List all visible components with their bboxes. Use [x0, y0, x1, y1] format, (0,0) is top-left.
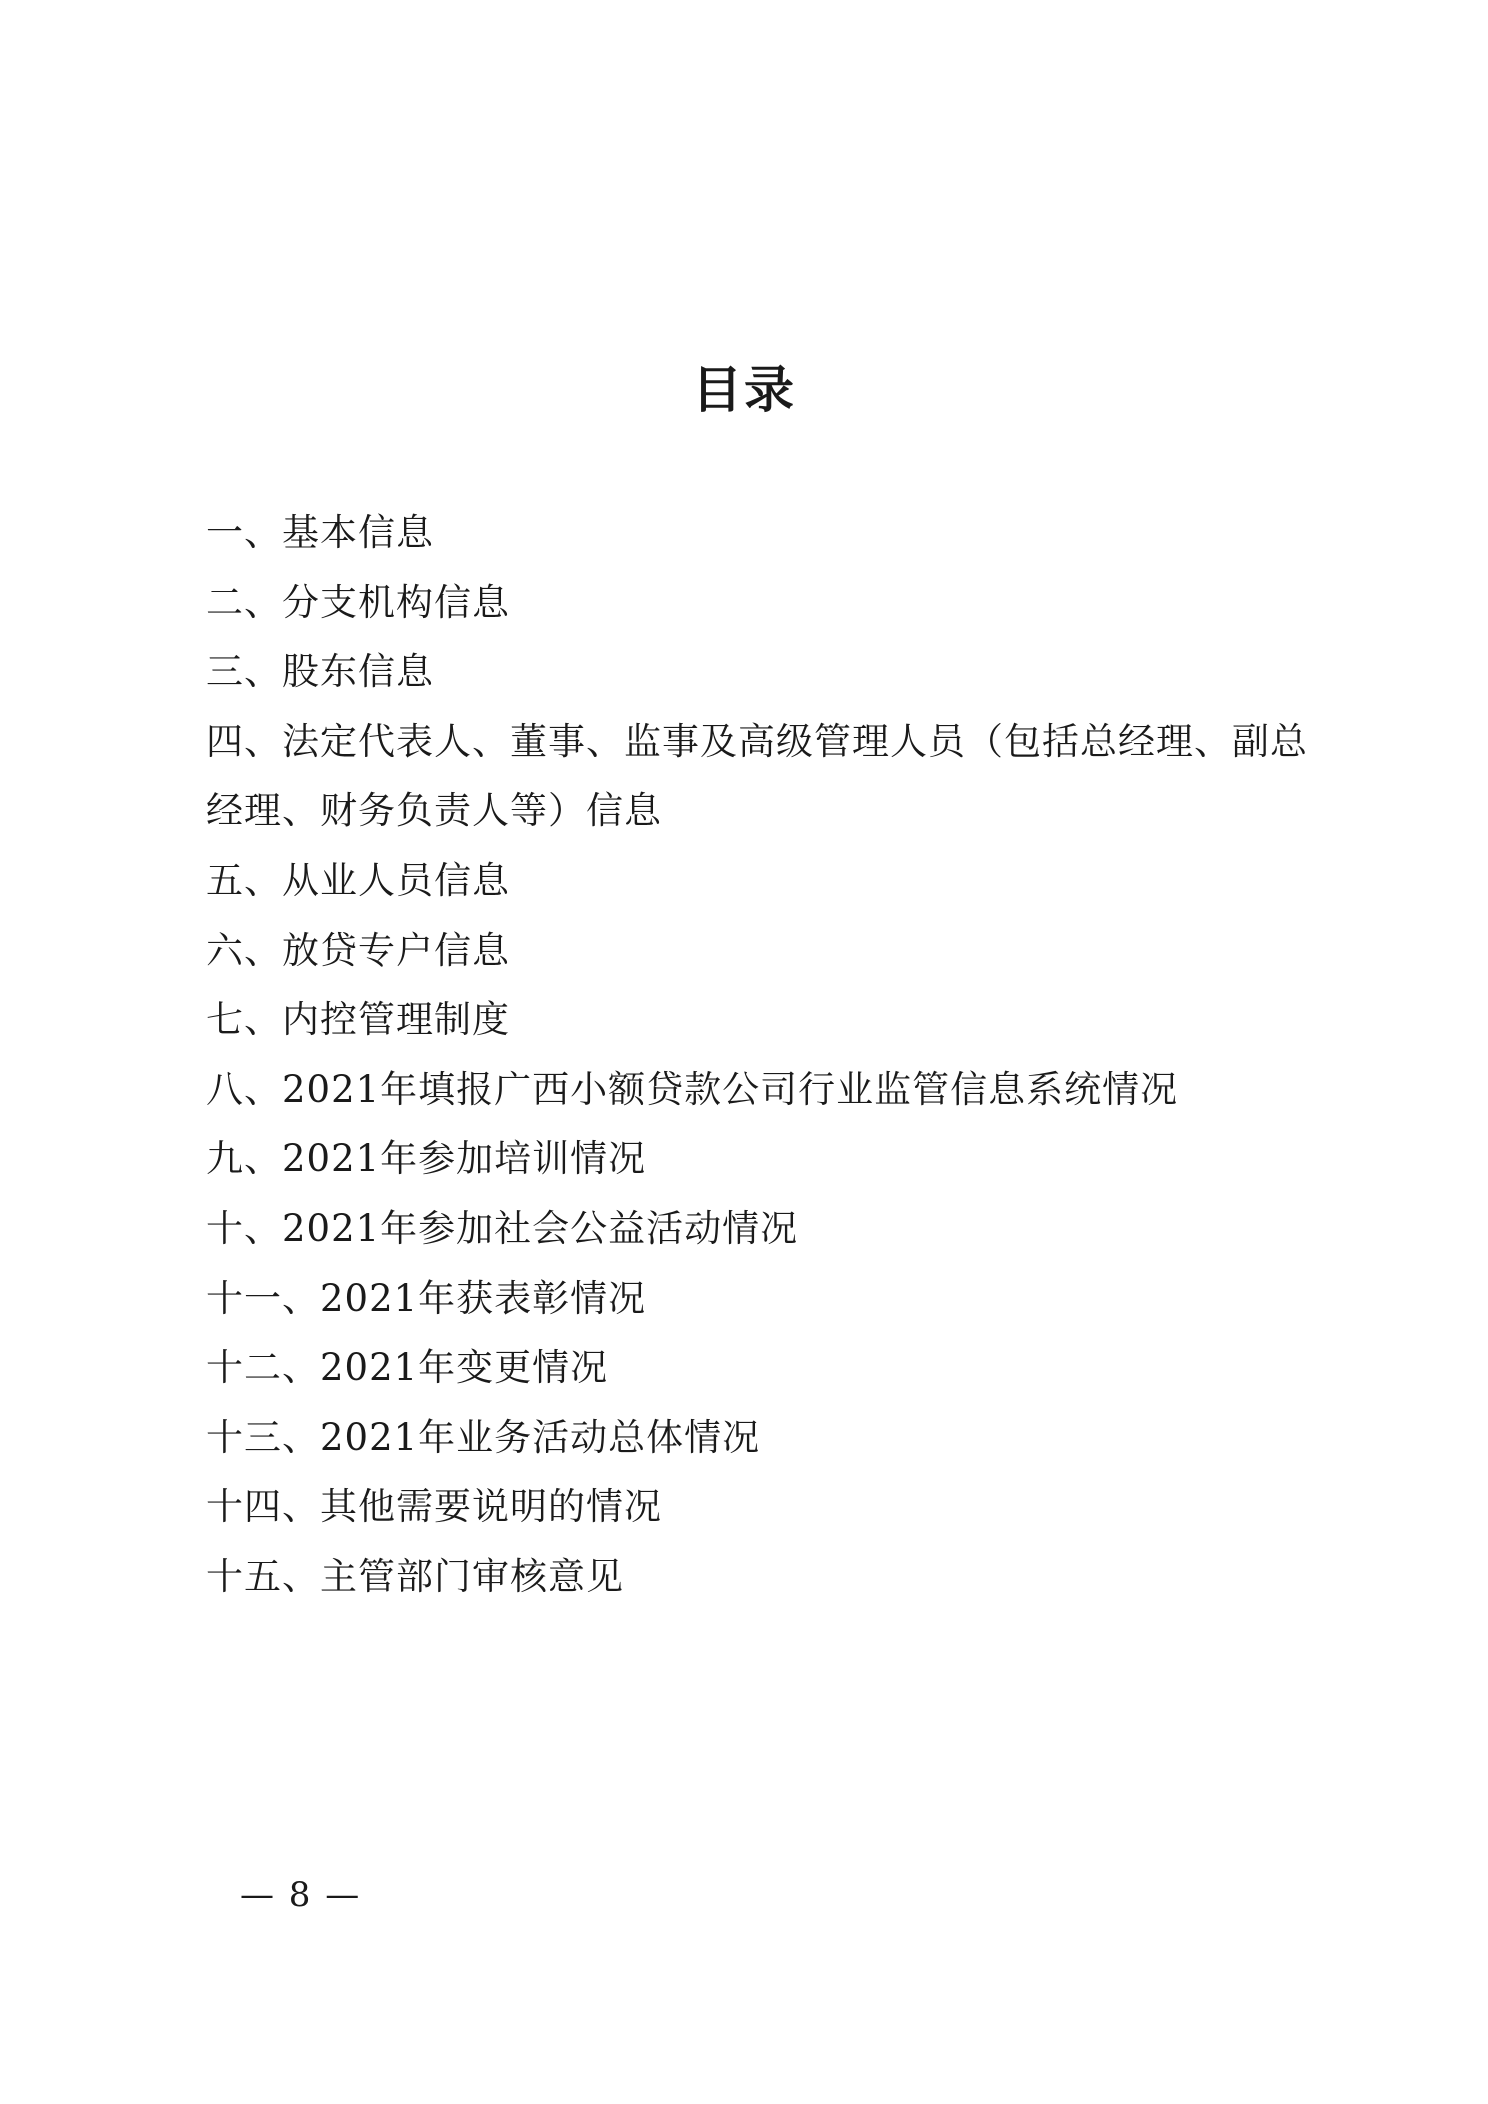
- toc-item-2: 二、分支机构信息: [206, 580, 510, 624]
- toc-item-5: 五、从业人员信息: [206, 858, 510, 902]
- toc-item-15: 十五、主管部门审核意见: [206, 1554, 624, 1598]
- toc-item-7: 七、内控管理制度: [206, 998, 510, 1042]
- page-number: — 8 —: [240, 1875, 362, 1915]
- toc-item-6: 六、放贷专户信息: [206, 928, 510, 972]
- toc-item-13: 十三、2021年业务活动总体情况: [206, 1415, 761, 1459]
- toc-item-3: 三、股东信息: [206, 650, 434, 694]
- toc-item-1: 一、基本信息: [206, 511, 434, 554]
- toc-item-14: 十四、其他需要说明的情况: [206, 1485, 662, 1529]
- toc-item-8: 八、2021年填报广西小额贷款公司行业监管信息系统情况: [206, 1067, 1179, 1111]
- page-title: 目录: [692, 361, 796, 419]
- toc-item-11: 十一、2021年获表彰情况: [206, 1276, 647, 1320]
- toc-item-10: 十、2021年参加社会公益活动情况: [206, 1206, 799, 1250]
- toc-item-9: 九、2021年参加培训情况: [206, 1137, 647, 1181]
- toc-item-4: 四、法定代表人、董事、监事及高级管理人员（包括总经理、副总经理、财务负责人等）信息: [206, 719, 1308, 833]
- table-of-contents: [206, 498, 1316, 1612]
- toc-item-12: 十二、2021年变更情况: [206, 1346, 609, 1390]
